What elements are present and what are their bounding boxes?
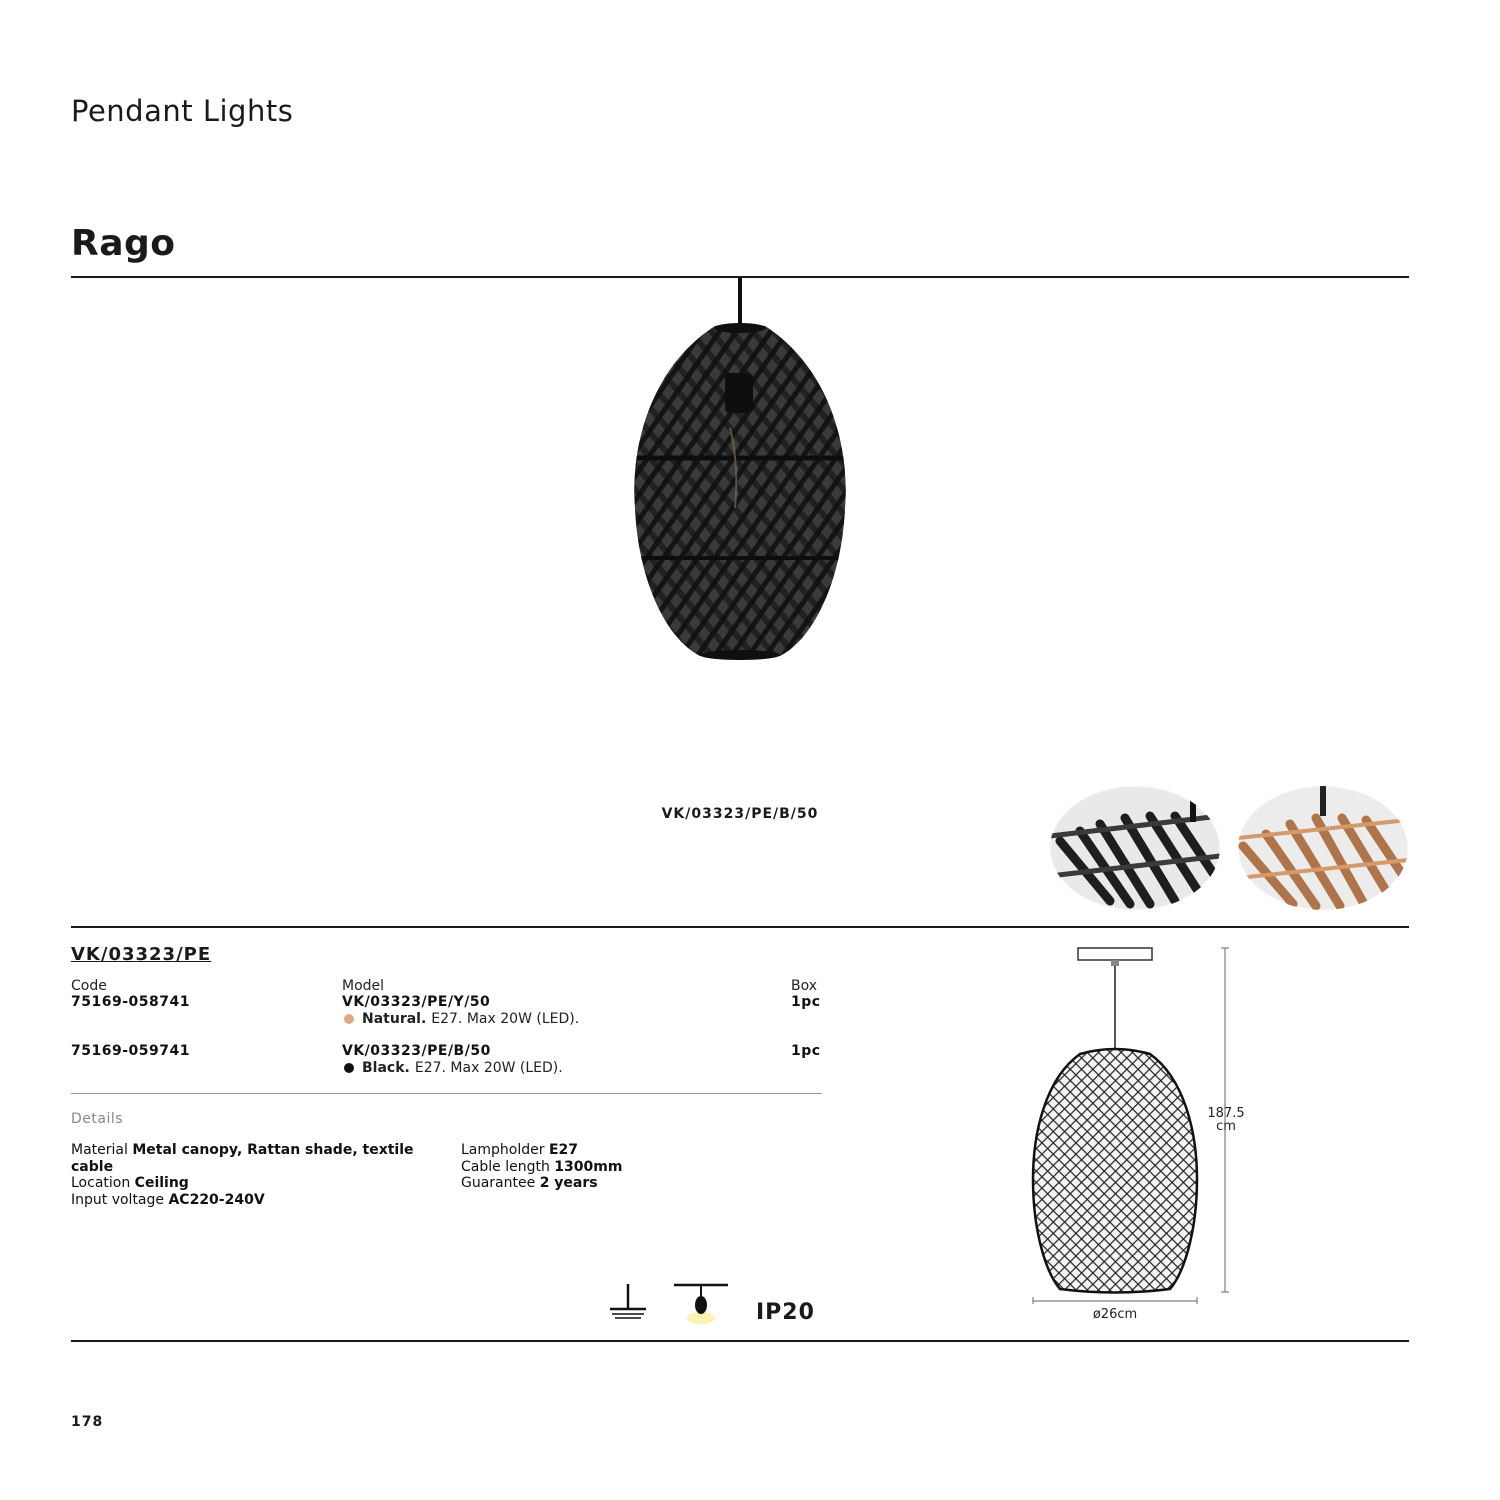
- middle-divider: [71, 926, 1409, 928]
- table-divider: [71, 1093, 822, 1094]
- spec-material: Material Metal canopy, Rattan shade, textile cable: [71, 1142, 414, 1175]
- spec-guarantee: Guarantee 2 years: [461, 1175, 598, 1191]
- column-header-code: Code: [71, 978, 107, 994]
- pendant-bulb-icon: [672, 1282, 730, 1324]
- category-title: Pendant Lights: [71, 94, 294, 128]
- black-color-dot: [344, 1063, 354, 1073]
- row-box: 1pc: [791, 994, 821, 1010]
- variant-name: Natural.: [362, 1011, 427, 1027]
- row-model: VK/03323/PE/B/50: [342, 1043, 491, 1059]
- diameter-dimension: ø26cm: [1092, 1307, 1138, 1322]
- black-weave-photo: [1050, 786, 1220, 910]
- spec-cable-length: Cable length 1300mm: [461, 1158, 623, 1175]
- spec-lampholder: Lampholder E27: [461, 1142, 578, 1158]
- details-heading: Details: [71, 1111, 124, 1127]
- column-header-model: Model: [342, 978, 385, 994]
- natural-weave-photo: [1238, 786, 1408, 910]
- spec-list-left: [71, 1142, 441, 1208]
- natural-color-dot: [344, 1014, 354, 1024]
- spec-list-right: [461, 1142, 761, 1192]
- product-family-title: Rago: [71, 223, 176, 264]
- row-code: 75169-059741: [71, 1043, 190, 1059]
- page-number: 178: [71, 1414, 104, 1430]
- hero-caption: VK/03323/PE/B/50: [661, 806, 819, 822]
- variant-name: Black.: [362, 1060, 410, 1076]
- row-box: 1pc: [791, 1043, 821, 1059]
- hero-lamp-image: [600, 278, 880, 678]
- height-unit: cm: [1216, 1119, 1236, 1134]
- height-dimension: [1196, 1107, 1256, 1133]
- variant-spec: E27. Max 20W (LED).: [414, 1060, 563, 1076]
- spec-input-voltage: Input voltage AC220-240V: [71, 1191, 265, 1208]
- series-code: VK/03323/PE: [71, 944, 212, 965]
- spec-location: Location Ceiling: [71, 1175, 189, 1191]
- row-variant: [344, 1060, 563, 1076]
- ip-rating-label: IP20: [756, 1300, 815, 1325]
- height-value: 187.5: [1207, 1106, 1245, 1121]
- row-model: VK/03323/PE/Y/50: [342, 994, 491, 1010]
- row-code: 75169-058741: [71, 994, 190, 1010]
- column-header-box: Box: [791, 978, 818, 994]
- ceiling-mount-icon: [606, 1282, 650, 1322]
- row-variant: [344, 1011, 579, 1027]
- variant-spec: E27. Max 20W (LED).: [431, 1011, 580, 1027]
- bottom-divider: [71, 1340, 1409, 1342]
